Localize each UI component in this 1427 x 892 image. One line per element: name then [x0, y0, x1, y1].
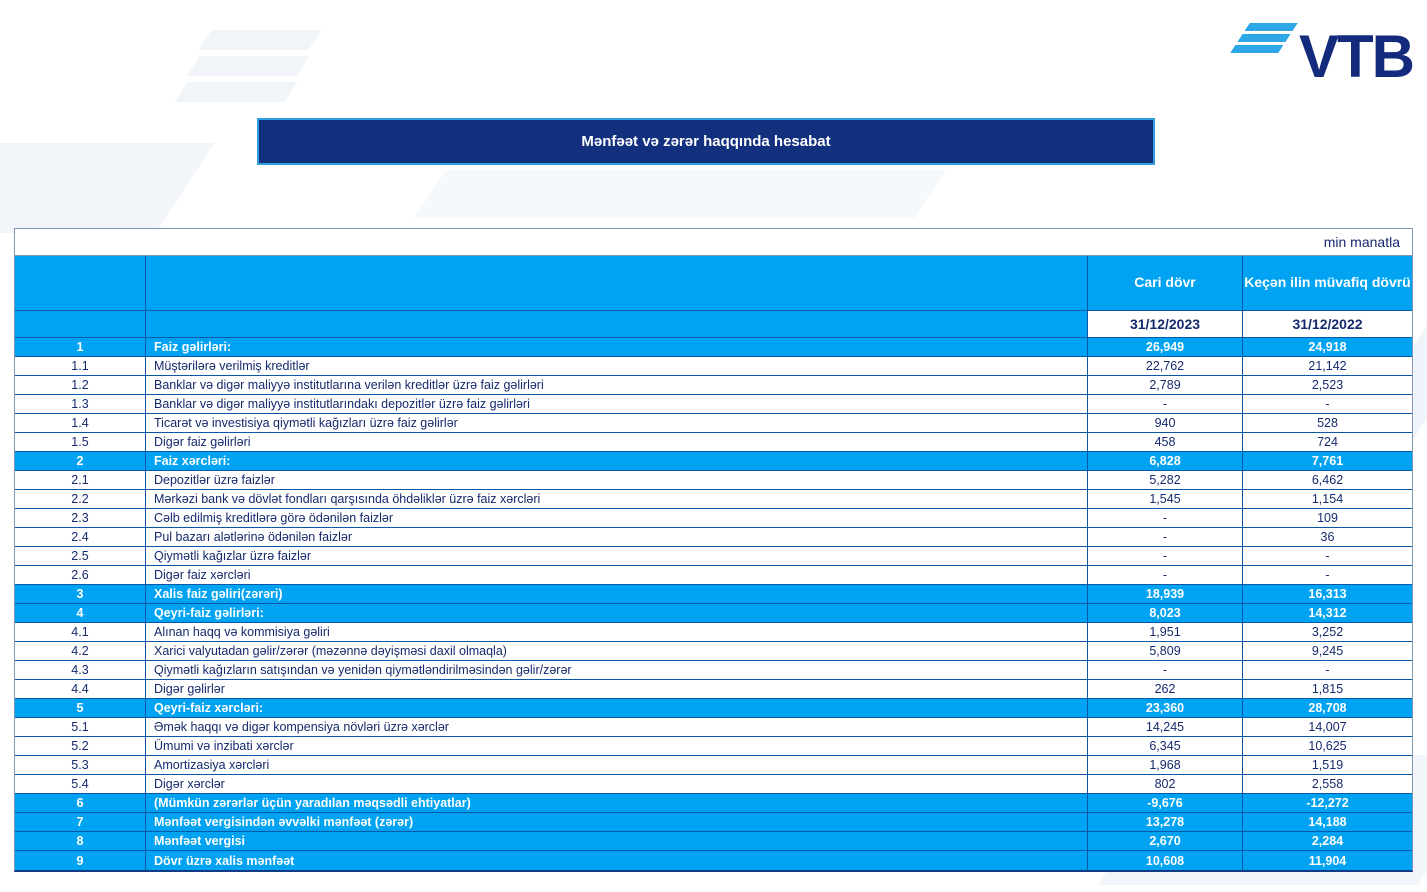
row-number: 4.3: [15, 661, 146, 679]
header-description-cell: [146, 256, 1088, 310]
row-label: Banklar və digər maliyyə institutlarındakı depozitlər üzrə faiz gəlirləri: [146, 395, 1088, 413]
row-label: Qeyri-faiz gəlirləri:: [146, 604, 1088, 622]
table-body: [15, 338, 1412, 870]
row-previous-value: -: [1243, 566, 1412, 584]
row-number: 5.2: [15, 737, 146, 755]
vtb-stripe: [1237, 34, 1290, 42]
row-label: Mərkəzi bank və dövlət fondları qarşısında öhdəliklər üzrə faiz xərcləri: [146, 490, 1088, 508]
watermark-stripe: [175, 82, 298, 102]
current-period-date: 31/12/2023: [1088, 311, 1243, 337]
table-row: [15, 623, 1412, 642]
row-label: (Mümkün zərərlər üçün yaradılan məqsədli ehtiyatlar): [146, 794, 1088, 812]
row-current-value: -: [1088, 395, 1243, 413]
table-row: [15, 566, 1412, 585]
row-number: 5.4: [15, 775, 146, 793]
unit-label: min manatla: [1323, 234, 1400, 250]
vtb-stripe: [1230, 45, 1283, 53]
row-previous-value: 14,188: [1243, 813, 1412, 831]
table-row: [15, 338, 1412, 357]
row-previous-value: 10,625: [1243, 737, 1412, 755]
row-number: 4.4: [15, 680, 146, 698]
row-previous-value: 109: [1243, 509, 1412, 527]
row-current-value: 13,278: [1088, 813, 1243, 831]
row-current-value: -: [1088, 661, 1243, 679]
row-label: Alınan haqq və kommisiya gəliri: [146, 623, 1088, 641]
row-number: 1.2: [15, 376, 146, 394]
vtb-logo: [1239, 22, 1413, 90]
row-number: 5.3: [15, 756, 146, 774]
table-row: [15, 509, 1412, 528]
row-number: 6: [15, 794, 146, 812]
table-row: [15, 832, 1412, 851]
row-label: Xarici valyutadan gəlir/zərər (məzənnə dəyişməsi daxil olmaqla): [146, 642, 1088, 660]
table-row: [15, 718, 1412, 737]
row-number: 2.6: [15, 566, 146, 584]
row-current-value: 802: [1088, 775, 1243, 793]
row-label: Faiz xərcləri:: [146, 452, 1088, 470]
row-previous-value: 1,815: [1243, 680, 1412, 698]
row-label: Qeyri-faiz xərcləri:: [146, 699, 1088, 717]
row-previous-value: 3,252: [1243, 623, 1412, 641]
row-label: Digər faiz gəlirləri: [146, 433, 1088, 451]
table-row: [15, 661, 1412, 680]
row-current-value: -: [1088, 547, 1243, 565]
table-row: [15, 680, 1412, 699]
row-current-value: 26,949: [1088, 338, 1243, 356]
header-number-cell: [15, 256, 146, 310]
table-row: [15, 376, 1412, 395]
table-row: [15, 813, 1412, 832]
row-current-value: 6,828: [1088, 452, 1243, 470]
row-label: Dövr üzrə xalis mənfəət: [146, 851, 1088, 870]
row-number: 5.1: [15, 718, 146, 736]
row-current-value: -: [1088, 528, 1243, 546]
row-label: Əmək haqqı və digər kompensiya növləri üzrə xərclər: [146, 718, 1088, 736]
row-label: Digər xərclər: [146, 775, 1088, 793]
table-row: [15, 794, 1412, 813]
row-label: Mənfəət vergisindən əvvəlki mənfəət (zərər): [146, 813, 1088, 831]
row-previous-value: 2,558: [1243, 775, 1412, 793]
table-row: [15, 585, 1412, 604]
table-row: [15, 642, 1412, 661]
row-previous-value: 21,142: [1243, 357, 1412, 375]
row-label: Müştərilərə verilmiş kreditlər: [146, 357, 1088, 375]
row-previous-value: 6,462: [1243, 471, 1412, 489]
report-title: Mənfəət və zərər haqqında hesabat: [581, 133, 831, 150]
row-label: Ümumi və inzibati xərclər: [146, 737, 1088, 755]
row-previous-value: -12,272: [1243, 794, 1412, 812]
row-label: Qiymətli kağızlar üzrə faizlər: [146, 547, 1088, 565]
row-number: 8: [15, 832, 146, 850]
row-current-value: 262: [1088, 680, 1243, 698]
unit-row: [15, 229, 1412, 256]
row-label: Digər faiz xərcləri: [146, 566, 1088, 584]
row-previous-value: 724: [1243, 433, 1412, 451]
row-previous-value: 16,313: [1243, 585, 1412, 603]
row-previous-value: -: [1243, 395, 1412, 413]
row-label: Cəlb edilmiş kreditlərə görə ödənilən faizlər: [146, 509, 1088, 527]
row-number: 7: [15, 813, 146, 831]
row-number: 2.1: [15, 471, 146, 489]
row-number: 1.5: [15, 433, 146, 451]
watermark-stripe: [187, 56, 310, 76]
row-current-value: 1,545: [1088, 490, 1243, 508]
row-current-value: 23,360: [1088, 699, 1243, 717]
row-current-value: 1,951: [1088, 623, 1243, 641]
table-row: [15, 604, 1412, 623]
row-number: 4.2: [15, 642, 146, 660]
profit-loss-table: [14, 228, 1413, 872]
row-number: 2.2: [15, 490, 146, 508]
row-label: Mənfəət vergisi: [146, 832, 1088, 850]
table-row: [15, 433, 1412, 452]
row-current-value: -: [1088, 566, 1243, 584]
row-current-value: 458: [1088, 433, 1243, 451]
row-current-value: -: [1088, 509, 1243, 527]
vtb-stripes-icon: [1228, 23, 1297, 56]
row-label: Banklar və digər maliyyə institutlarına verilən kreditlər üzrə faiz gəlirləri: [146, 376, 1088, 394]
row-current-value: 18,939: [1088, 585, 1243, 603]
row-number: 4.1: [15, 623, 146, 641]
previous-period-date: 31/12/2022: [1243, 311, 1412, 337]
row-number: 1.1: [15, 357, 146, 375]
row-current-value: -9,676: [1088, 794, 1243, 812]
row-label: Xalis faiz gəliri(zərəri): [146, 585, 1088, 603]
row-current-value: 8,023: [1088, 604, 1243, 622]
table-row: [15, 490, 1412, 509]
row-number: 1.4: [15, 414, 146, 432]
row-previous-value: 11,904: [1243, 851, 1412, 870]
row-current-value: 14,245: [1088, 718, 1243, 736]
row-number: 3: [15, 585, 146, 603]
row-previous-value: 1,154: [1243, 490, 1412, 508]
row-current-value: 5,282: [1088, 471, 1243, 489]
row-label: Amortizasiya xərcləri: [146, 756, 1088, 774]
row-current-value: 2,670: [1088, 832, 1243, 850]
date-blank-cell: [146, 311, 1088, 337]
row-label: Faiz gəlirləri:: [146, 338, 1088, 356]
row-number: 2.5: [15, 547, 146, 565]
row-current-value: 10,608: [1088, 851, 1243, 870]
row-number: 5: [15, 699, 146, 717]
row-current-value: 22,762: [1088, 357, 1243, 375]
row-previous-value: 2,523: [1243, 376, 1412, 394]
header-previous-period: Keçən ilin müvafiq dövrü: [1243, 256, 1412, 310]
row-label: Pul bazarı alətlərinə ödənilən faizlər: [146, 528, 1088, 546]
row-previous-value: 24,918: [1243, 338, 1412, 356]
row-previous-value: 9,245: [1243, 642, 1412, 660]
row-previous-value: 1,519: [1243, 756, 1412, 774]
row-current-value: 5,809: [1088, 642, 1243, 660]
vtb-stripe: [1245, 23, 1298, 31]
row-label: Ticarət və investisiya qiymətli kağızları üzrə faiz gəlirlər: [146, 414, 1088, 432]
row-number: 9: [15, 851, 146, 870]
table-header-row: [15, 256, 1412, 311]
table-row: [15, 851, 1412, 870]
row-previous-value: 2,284: [1243, 832, 1412, 850]
table-row: [15, 528, 1412, 547]
table-row: [15, 699, 1412, 718]
table-row: [15, 756, 1412, 775]
table-date-row: [15, 311, 1412, 338]
row-previous-value: 528: [1243, 414, 1412, 432]
row-label: Qiymətli kağızların satışından və yenidən qiymətləndirilməsindən gəlir/zərər: [146, 661, 1088, 679]
watermark-stripe: [414, 170, 945, 218]
row-number: 1: [15, 338, 146, 356]
table-row: [15, 547, 1412, 566]
table-row: [15, 357, 1412, 376]
row-previous-value: 28,708: [1243, 699, 1412, 717]
row-label: Depozitlər üzrə faizlər: [146, 471, 1088, 489]
row-number: 2: [15, 452, 146, 470]
row-current-value: 2,789: [1088, 376, 1243, 394]
row-current-value: 940: [1088, 414, 1243, 432]
table-row: [15, 414, 1412, 433]
vtb-logo-text: VTB: [1299, 23, 1413, 90]
table-row: [15, 737, 1412, 756]
row-previous-value: 36: [1243, 528, 1412, 546]
row-previous-value: 7,761: [1243, 452, 1412, 470]
watermark-stripe: [0, 143, 214, 233]
table-row: [15, 452, 1412, 471]
row-current-value: 6,345: [1088, 737, 1243, 755]
table-row: [15, 395, 1412, 414]
row-number: 2.4: [15, 528, 146, 546]
row-previous-value: -: [1243, 661, 1412, 679]
report-title-bar: [257, 118, 1155, 165]
row-current-value: 1,968: [1088, 756, 1243, 774]
table-row: [15, 471, 1412, 490]
date-blank-cell: [15, 311, 146, 337]
watermark-stripe: [199, 30, 322, 50]
row-number: 1.3: [15, 395, 146, 413]
row-number: 2.3: [15, 509, 146, 527]
header-current-period: Cari dövr: [1088, 256, 1243, 310]
row-number: 4: [15, 604, 146, 622]
row-previous-value: 14,312: [1243, 604, 1412, 622]
row-previous-value: -: [1243, 547, 1412, 565]
row-label: Digər gəlirlər: [146, 680, 1088, 698]
table-row: [15, 775, 1412, 794]
row-previous-value: 14,007: [1243, 718, 1412, 736]
